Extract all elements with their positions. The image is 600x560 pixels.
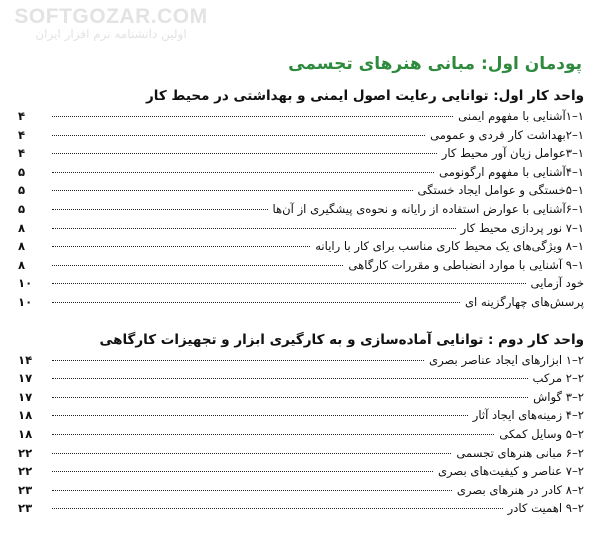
table-of-contents xyxy=(18,54,584,538)
toc-entry[interactable] xyxy=(18,221,584,240)
toc-entry-title: ۲–۹ اهمیت کادر xyxy=(507,501,584,516)
dot-leader xyxy=(52,302,460,303)
toc-entry[interactable] xyxy=(18,427,584,446)
toc-entry[interactable] xyxy=(18,464,584,483)
toc-page-number: ۱۷ xyxy=(18,389,33,404)
dot-leader xyxy=(52,434,494,435)
toc-entry-title: ۲–۶ مبانی هنرهای تجسمی xyxy=(456,445,584,460)
dot-leader xyxy=(52,378,528,379)
toc-page-number: ۵ xyxy=(18,201,26,216)
toc-entry[interactable] xyxy=(18,165,584,184)
dot-leader xyxy=(52,471,433,472)
toc-page-number: ۴ xyxy=(18,146,26,161)
watermark xyxy=(6,6,216,41)
toc-entry[interactable] xyxy=(18,353,584,372)
toc-entry[interactable] xyxy=(18,146,584,165)
toc-entry[interactable] xyxy=(18,128,584,147)
toc-page-number: ۸ xyxy=(18,239,26,254)
toc-entry-title: ۱–۳عوامل زیان آور محیط کار xyxy=(441,146,584,161)
toc-page-number: ۱۰ xyxy=(18,276,33,291)
toc-entry[interactable] xyxy=(18,483,584,502)
toc-entry[interactable] xyxy=(18,202,584,221)
toc-entry[interactable] xyxy=(18,408,584,427)
dot-leader xyxy=(52,246,310,247)
toc-page-number: ۵ xyxy=(18,164,26,179)
toc-page-number: ۱۸ xyxy=(18,426,33,441)
toc-entry-title: ۲–۸ کادر در هنرهای بصری xyxy=(456,482,584,497)
toc-entry-title: ۲–۵ وسایل کمکی xyxy=(499,426,584,441)
toc-entry[interactable] xyxy=(18,501,584,520)
unit-title: واحد کار اول: توانایی رعایت اصول ایمنی و بهداشتی در محیط کار xyxy=(146,88,584,104)
toc-entry-title: ۲–۳ گواش xyxy=(533,389,584,404)
watermark-logo: SOFTGOZAR.COM xyxy=(14,5,208,28)
toc-entry[interactable] xyxy=(18,446,584,465)
toc-entry-title: خود آزمایی xyxy=(530,276,584,291)
dot-leader xyxy=(52,209,268,210)
toc-entry-title: ۱–۸ ویژگی‌های یک محیط کاری مناسب برای کار با رایانه xyxy=(315,239,584,254)
toc-entry-title: ۲–۲ مرکب xyxy=(532,371,584,386)
toc-page-number: ۲۳ xyxy=(18,501,33,516)
dot-leader xyxy=(52,190,413,191)
toc-page-number: ۵ xyxy=(18,183,26,198)
toc-entry-title: ۱–۵خستگی و عوامل ایجاد خستگی xyxy=(417,183,584,198)
toc-entry[interactable] xyxy=(18,258,584,277)
toc-page-number: ۱۸ xyxy=(18,408,33,423)
dot-leader xyxy=(52,490,452,491)
dot-leader xyxy=(52,265,343,266)
dot-leader xyxy=(52,172,434,173)
toc-entry[interactable] xyxy=(18,183,584,202)
toc-entry[interactable] xyxy=(18,295,584,314)
toc-entry-title: پرسش‌های چهارگزینه ای xyxy=(464,294,584,309)
toc-page-number: ۸ xyxy=(18,220,26,235)
toc-page-number: ۲۲ xyxy=(18,464,33,479)
units-container xyxy=(18,88,584,520)
toc-entry-title: ۱–۷ نور پردازی محیط کار xyxy=(460,220,584,235)
toc-page-number: ۲۲ xyxy=(18,445,33,460)
toc-page-number: ۱۷ xyxy=(18,371,33,386)
dot-leader xyxy=(52,415,468,416)
dot-leader xyxy=(52,508,503,509)
toc-list xyxy=(18,353,584,520)
unit-title: واحد کار دوم : توانایی آماده‌سازی و به کارگیری ابزار و تجهیزات کارگاهی xyxy=(99,331,584,348)
dot-leader xyxy=(52,116,453,117)
toc-entry-title: ۱–۹ آشنایی با موارد انضباطی و مقررات کارگاهی xyxy=(348,257,584,272)
dot-leader xyxy=(52,135,425,136)
dot-leader xyxy=(52,228,456,229)
watermark-tagline: اولین دانشنامه نرم افزار ایران xyxy=(35,27,187,42)
toc-entry[interactable] xyxy=(18,109,584,128)
unit-section xyxy=(18,332,584,520)
toc-entry-title: ۲–۴ زمینه‌های ایجاد آثار xyxy=(472,408,584,423)
toc-entry-title: ۲–۷ عناصر و کیفیت‌های بصری xyxy=(437,464,584,479)
toc-page-number: ۲۳ xyxy=(18,482,33,497)
dot-leader xyxy=(52,453,451,454)
dot-leader xyxy=(52,153,437,154)
toc-entry-title: ۱–۱آشنایی با مفهوم ایمنی xyxy=(458,109,584,123)
toc-entry-title: ۱–۲بهداشت کار فردی و عمومی xyxy=(430,127,584,142)
toc-entry-title: ۱–۴آشنایی با مفهوم ارگونومی xyxy=(439,164,584,179)
dot-leader xyxy=(52,283,526,284)
toc-entry[interactable] xyxy=(18,276,584,295)
part-title: پودمان اول: مبانی هنرهای تجسمی xyxy=(288,54,582,74)
toc-page-number: ۱۰ xyxy=(18,294,33,309)
toc-entry[interactable] xyxy=(18,390,584,409)
toc-page-number: ۸ xyxy=(18,257,26,272)
toc-page-number: ۴ xyxy=(18,109,26,123)
dot-leader xyxy=(52,397,528,398)
toc-entry[interactable] xyxy=(18,239,584,258)
unit-section xyxy=(18,88,584,314)
toc-page-number: ۴ xyxy=(18,127,26,142)
dot-leader xyxy=(52,360,424,361)
toc-page-number: ۱۴ xyxy=(18,352,33,367)
toc-entry-title: ۲–۱ ابزارهای ایجاد عناصر بصری xyxy=(429,352,584,367)
toc-list xyxy=(18,109,584,314)
toc-entry-title: ۱–۶آشنایی با عوارض استفاده از رایانه و نحوه‌ی پیشگیری از آن‌ها xyxy=(272,201,584,216)
toc-entry[interactable] xyxy=(18,371,584,390)
